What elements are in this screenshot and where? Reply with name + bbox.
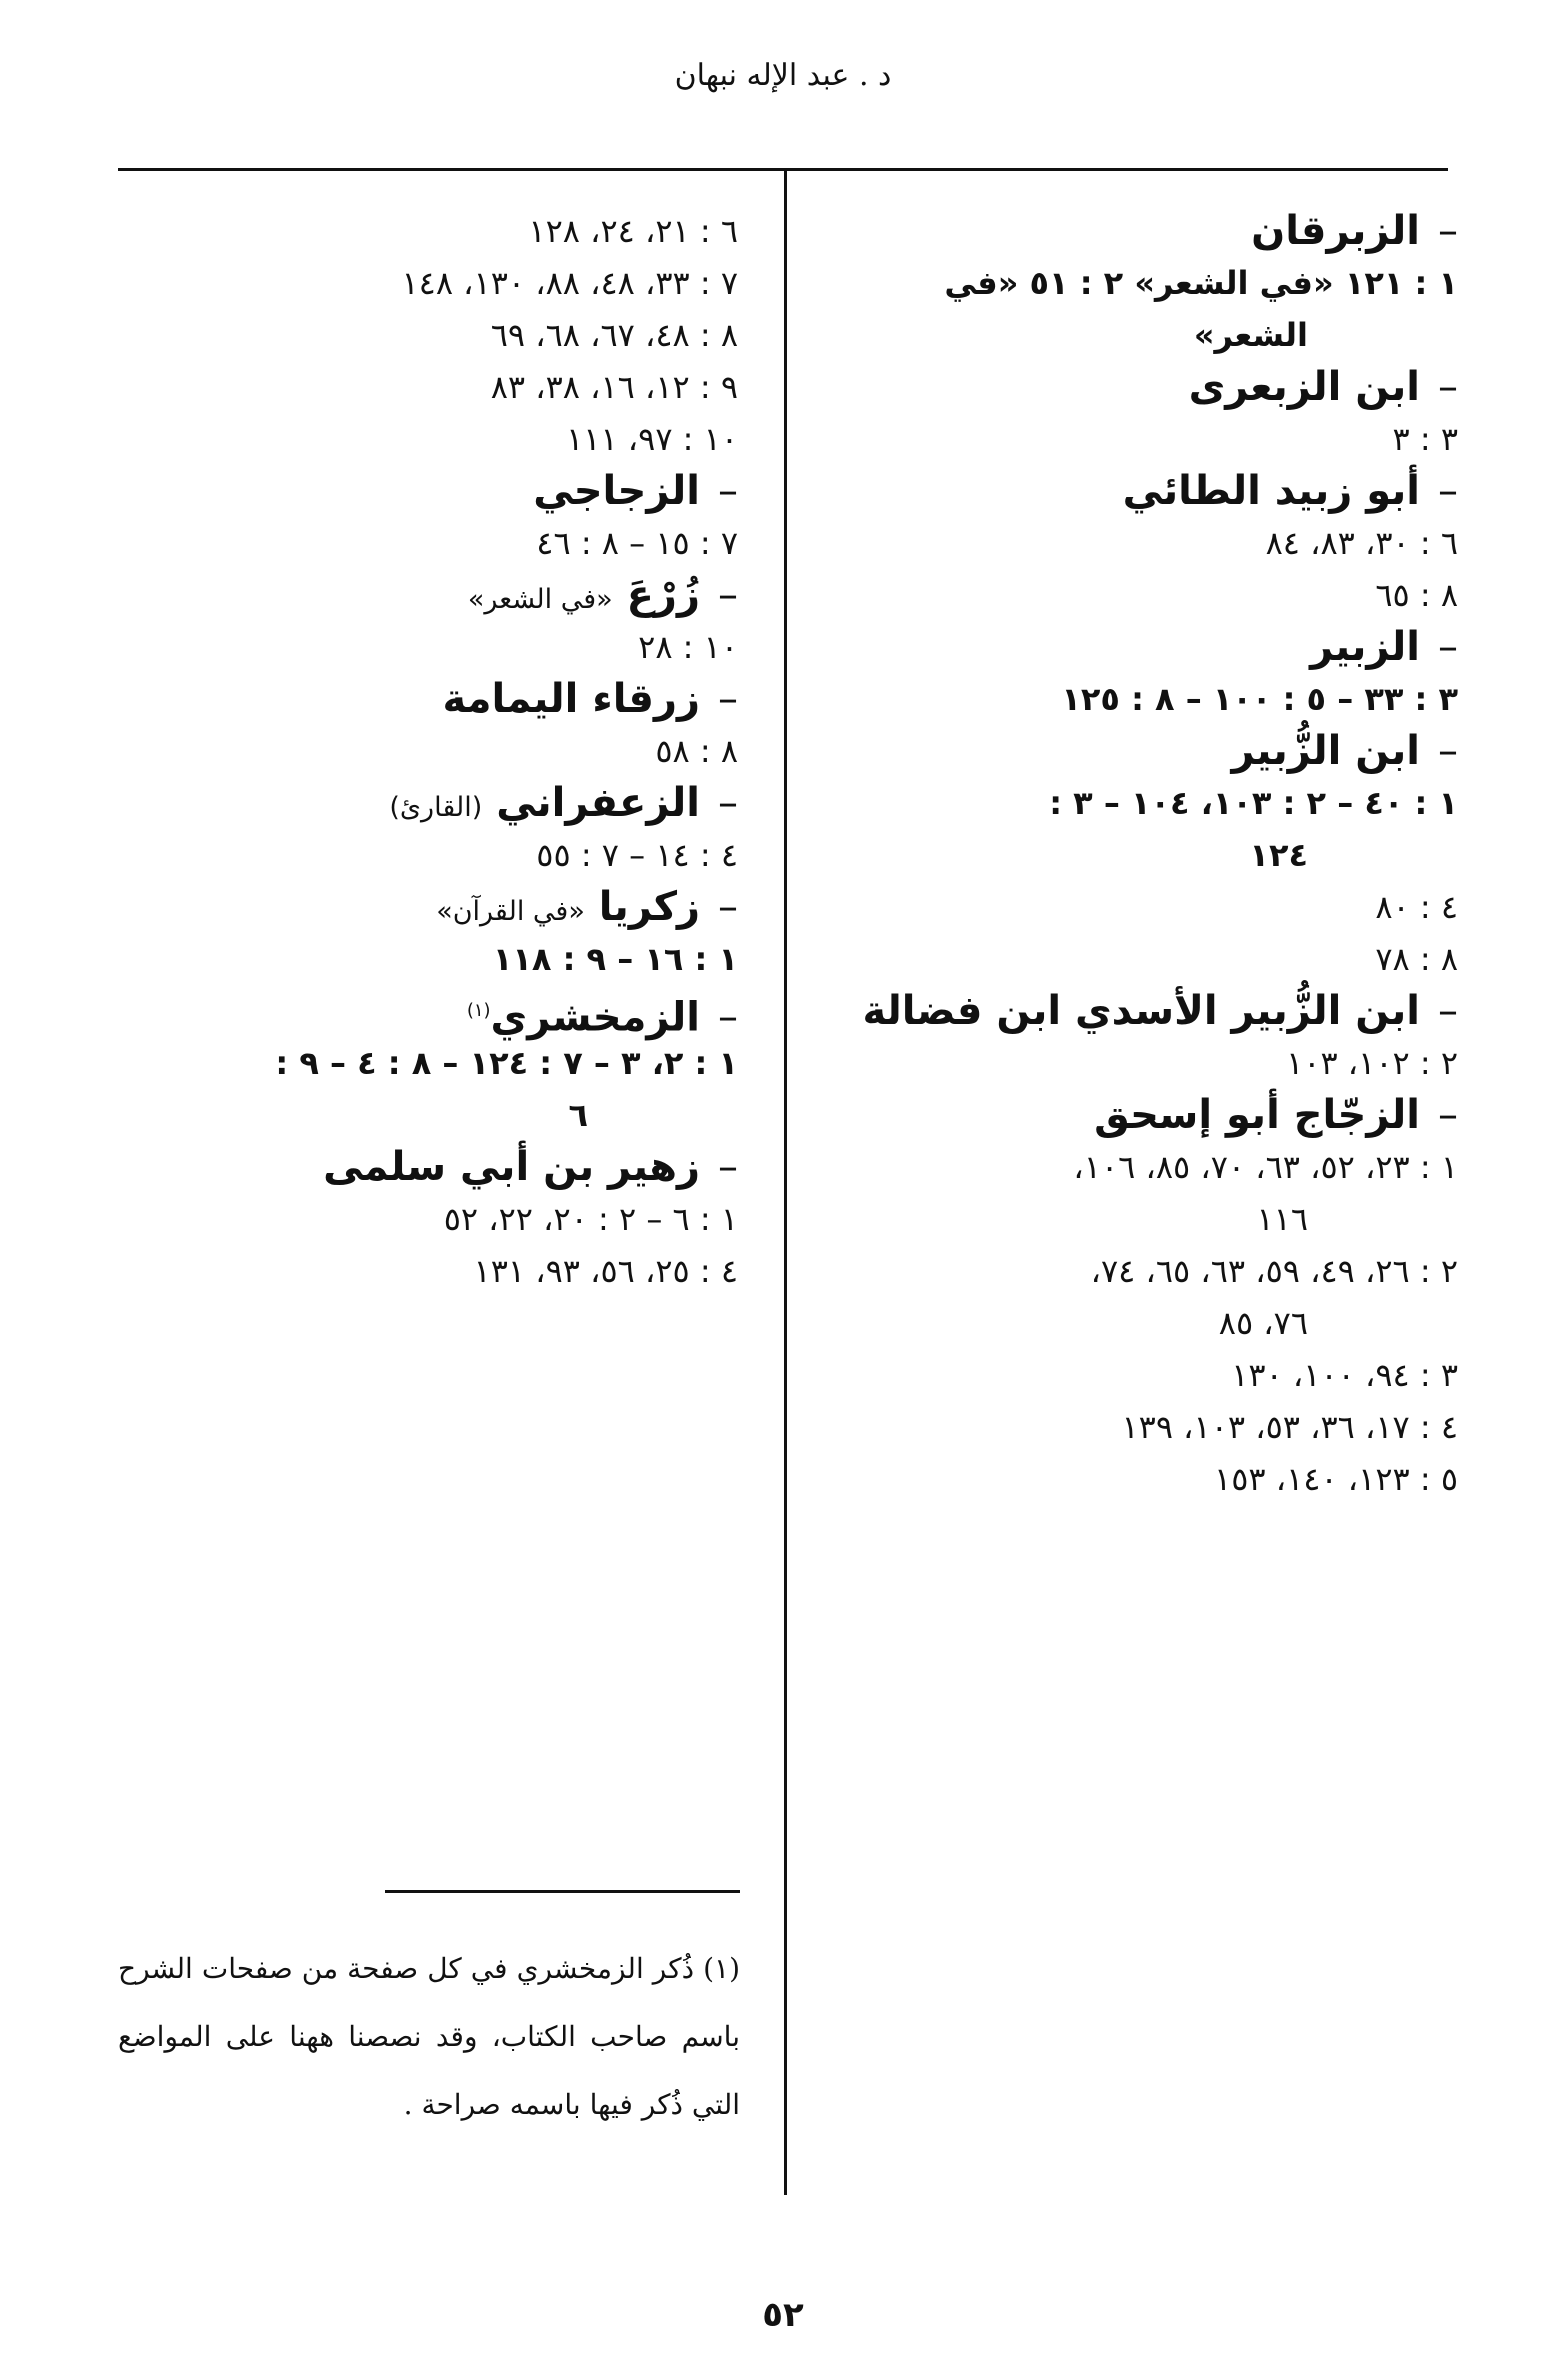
reference-text: ١ : ٢، ٣ – ٧ : ١٢٤ – ٨ : ٤ – ٩ : [275,1044,738,1082]
index-entry-reference [808,257,1458,361]
entry-dash: – [1438,988,1458,1034]
entry-name: زُرْعَ [626,572,700,618]
entry-name: الزجاجي [533,468,700,514]
entry-name: زكريا [598,884,700,930]
column-divider [784,170,787,2195]
entry-name: الزبير [1310,624,1420,670]
index-entry-reference: ٦ : ٣٠، ٨٣، ٨٤ [1265,524,1458,562]
index-entry-heading [808,1089,1458,1141]
reference-continuation: ١٢٤ [1249,836,1308,874]
index-entry-reference [808,1245,1458,1349]
index-entry-heading [808,985,1458,1037]
index-entry-reference: ١٠ : ٢٨ [638,628,738,666]
entry-dash: – [718,884,738,930]
entry-dash: – [1438,624,1458,670]
index-entry-reference: ٣ : ٣ [1392,420,1458,458]
index-entry-reference: ٥ : ١٢٣، ١٤٠، ١٥٣ [1214,1460,1458,1498]
index-entry-reference: ٨ : ٦٥ [1375,576,1458,614]
index-entry-heading [108,777,738,829]
index-entry-reference: ٤ : ٨٠ [1375,888,1458,926]
index-entry-reference: ٤ : ١٧، ٣٦، ٥٣، ١٠٣، ١٣٩ [1121,1408,1458,1446]
entry-dash: – [718,468,738,514]
entry-dash: – [718,994,738,1041]
index-entry-heading [108,1141,738,1193]
index-entry-reference [108,1037,738,1141]
entry-dash: – [1438,1092,1458,1138]
index-entry-reference: ٣ : ٩٤، ١٠٠، ١٣٠ [1231,1356,1458,1394]
footnote-rule [385,1890,740,1893]
index-entry-heading [808,361,1458,413]
footnote-marker: (١) [466,1000,491,1021]
index-entry-reference: ٣ : ٣٣ – ٥ : ١٠٠ – ٨ : ١٢٥ [1061,680,1458,718]
entry-dash: – [1438,468,1458,514]
index-entry-heading [808,205,1458,257]
entry-name: زرقاء اليمامة [442,676,700,722]
reference-continuation: ١١٦ [1256,1200,1308,1238]
entry-dash: – [1438,208,1458,254]
index-entry-reference: ٨ : ٤٨، ٦٧، ٦٨، ٦٩ [490,316,738,354]
index-entry-reference [808,1141,1458,1245]
index-entry-reference: ٧ : ١٥ – ٨ : ٤٦ [536,524,738,562]
index-entry-heading [108,881,738,933]
index-column-left [108,205,738,1297]
entry-note: «في القرآن» [436,896,585,927]
index-entry-heading [808,621,1458,673]
index-entry-heading [108,673,738,725]
entry-dash: – [718,780,738,826]
index-entry-reference: ١ : ١٦ – ٩ : ١١٨ [492,940,738,978]
entry-name: الزعفراني [496,780,700,826]
entry-name: زهير بن أبي سلمى [323,1144,700,1190]
index-entry-heading [108,569,738,621]
index-entry-reference: ٦ : ٢١، ٢٤، ١٢٨ [528,212,738,250]
running-header-author: د . عبد الإله نبهان [674,58,892,93]
reference-text: ١ : ١٢١ «في الشعر» ٢ : ٥١ «في [944,264,1458,302]
index-entry-reference: ٩ : ١٢، ١٦، ٣٨، ٨٣ [490,368,738,406]
entry-name: ابن الزُّبير الأسدي ابن فضالة [862,988,1420,1034]
entry-dash: – [1438,728,1458,774]
index-entry-heading [108,465,738,517]
index-entry-reference [808,777,1458,881]
entry-name: أبو زبيد الطائي [1122,468,1420,514]
index-entry-heading [108,985,738,1041]
reference-continuation: ٧٦، ٨٥ [1218,1304,1308,1342]
entry-dash: – [718,1144,738,1190]
index-column-right [808,205,1458,1505]
index-entry-reference: ٧ : ٣٣، ٤٨، ٨٨، ١٣٠، ١٤٨ [401,264,738,302]
page-number: ٥٢ [762,2295,804,2335]
entry-name: الزمخشري [490,994,700,1041]
index-entry-reference: ٤ : ٢٥، ٥٦، ٩٣، ١٣١ [473,1252,738,1290]
index-entry-heading [808,465,1458,517]
entry-dash: – [1438,364,1458,410]
header-rule [118,168,1448,171]
index-entry-reference: ١٠ : ٩٧، ١١١ [566,420,738,458]
entry-name: الزجّاج أبو إسحق [1094,1092,1420,1138]
entry-note: (القارئ) [389,792,483,823]
entry-dash: – [718,572,738,618]
footnote-text: (١) ذُكر الزمخشري في كل صفحة من صفحات الشرح باسم صاحب الكتاب، وقد نصصنا ههنا على المواضع التي ذُكر فيها باسمه صراحة . [118,1952,740,2121]
reference-text: ١ : ٢٣، ٥٢، ٦٣، ٧٠، ٨٥، ١٠٦، [1073,1148,1458,1186]
entry-note: «في الشعر» [467,584,613,615]
entry-dash: – [718,676,738,722]
entry-name: ابن الزُّبير [1231,728,1420,774]
index-entry-reference: ٨ : ٥٨ [655,732,738,770]
index-entry-reference: ٤ : ١٤ – ٧ : ٥٥ [536,836,738,874]
index-entry-reference: ١ : ٦ – ٢ : ٢٠، ٢٢، ٥٢ [443,1200,738,1238]
reference-continuation: ٦ [568,1096,588,1134]
entry-name: الزبرقان [1251,208,1420,254]
entry-name: ابن الزبعرى [1188,364,1420,410]
reference-text: ٢ : ٢٦، ٤٩، ٥٩، ٦٣، ٦٥، ٧٤، [1090,1252,1458,1290]
reference-continuation: الشعر» [1193,316,1308,354]
reference-text: ١ : ٤٠ – ٢ : ١٠٣، ١٠٤ – ٣ : [1049,784,1458,822]
index-entry-reference: ٢ : ١٠٢، ١٠٣ [1286,1044,1458,1082]
index-entry-reference: ٨ : ٧٨ [1375,940,1458,978]
index-entry-heading [808,725,1458,777]
